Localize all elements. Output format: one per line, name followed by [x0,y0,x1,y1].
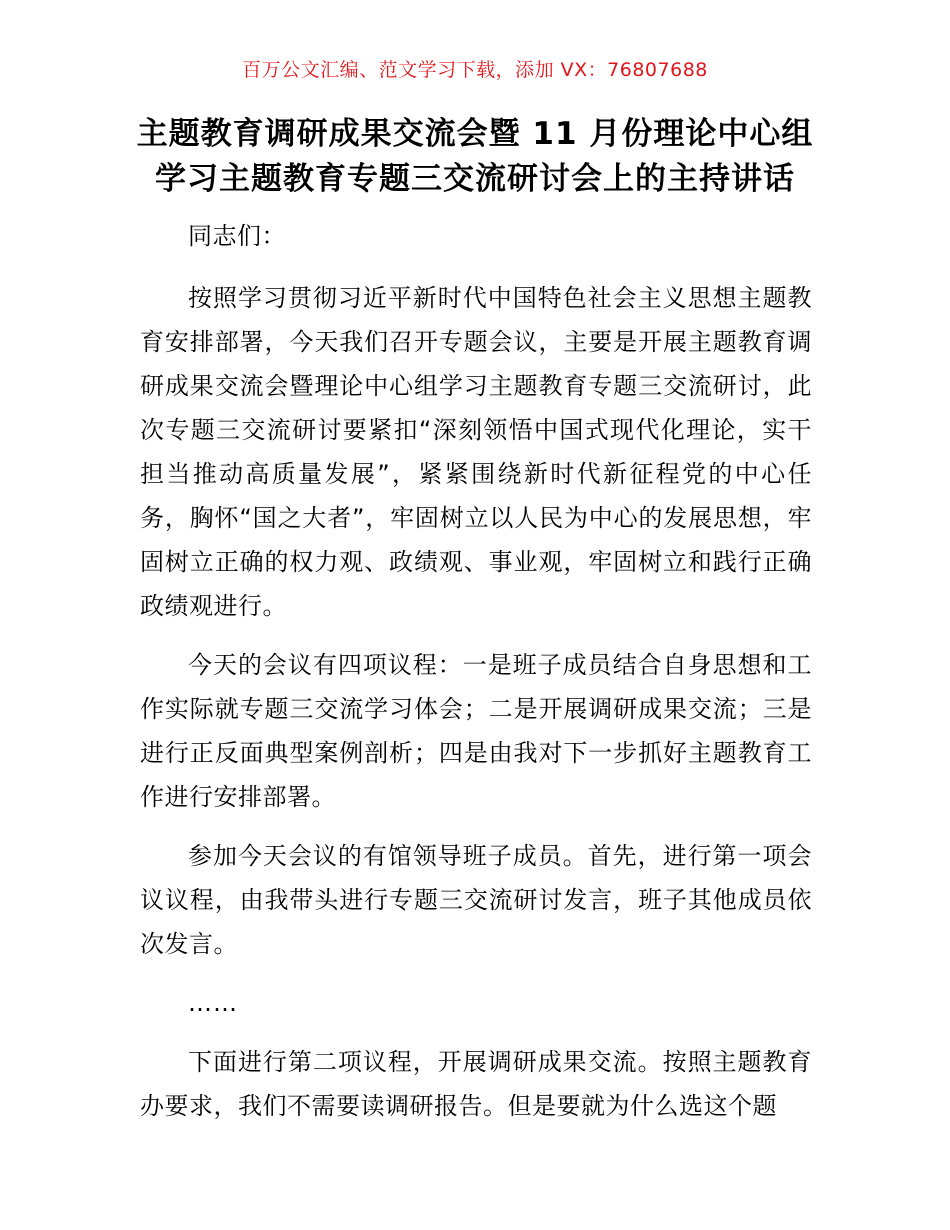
title-line-2: 学习主题教育专题三交流研讨会上的主持讲话 [155,161,795,197]
watermark-header: 百万公文汇编、范文学习下载，添加 VX：76807688 [242,59,708,81]
paragraph-4: 下面进行第二项议程，开展调研成果交流。按照主题教育办要求，我们不需要读调研报告。但是要就为什么选这个题 [140,1048,812,1120]
document-title [60,112,890,202]
paragraph-1: 按照学习贯彻习近平新时代中国特色社会主义思想主题教育安排部署，今天我们召开专题会议，主要是开展主题教育调研成果交流会暨理论中心组学习主题教育专题三交流研讨，此次专题三交流研讨要紧扣“深刻领悟中国式现代化理论，实干担当推动高质量发展”，紧紧围绕新时代新征程党的中心任务，胸怀“国之大者”，牢固树立以人民为中心的发展思想，牢固树立正确的权力观、政绩观、事业观，牢固树立和践行正确政绩观进行。 [140,284,812,620]
document-body [140,214,812,1143]
title-line-1: 主题教育调研成果交流会暨 11 月份理论中心组 [136,116,814,152]
paragraph-3: 参加今天会议的有馆领导班子成员。首先，进行第一项会议议程，由我带头进行专题三交流研讨发言，班子其他成员依次发言。 [140,842,812,958]
ellipsis: …… [188,989,238,1017]
greeting: 同志们： [188,222,286,250]
paragraph-2: 今天的会议有四项议程：一是班子成员结合自身思想和工作实际就专题三交流学习体会；二是开展调研成果交流；三是进行正反面典型案例剖析；四是由我对下一步抓好主题教育工作进行安排部署。 [140,651,812,811]
